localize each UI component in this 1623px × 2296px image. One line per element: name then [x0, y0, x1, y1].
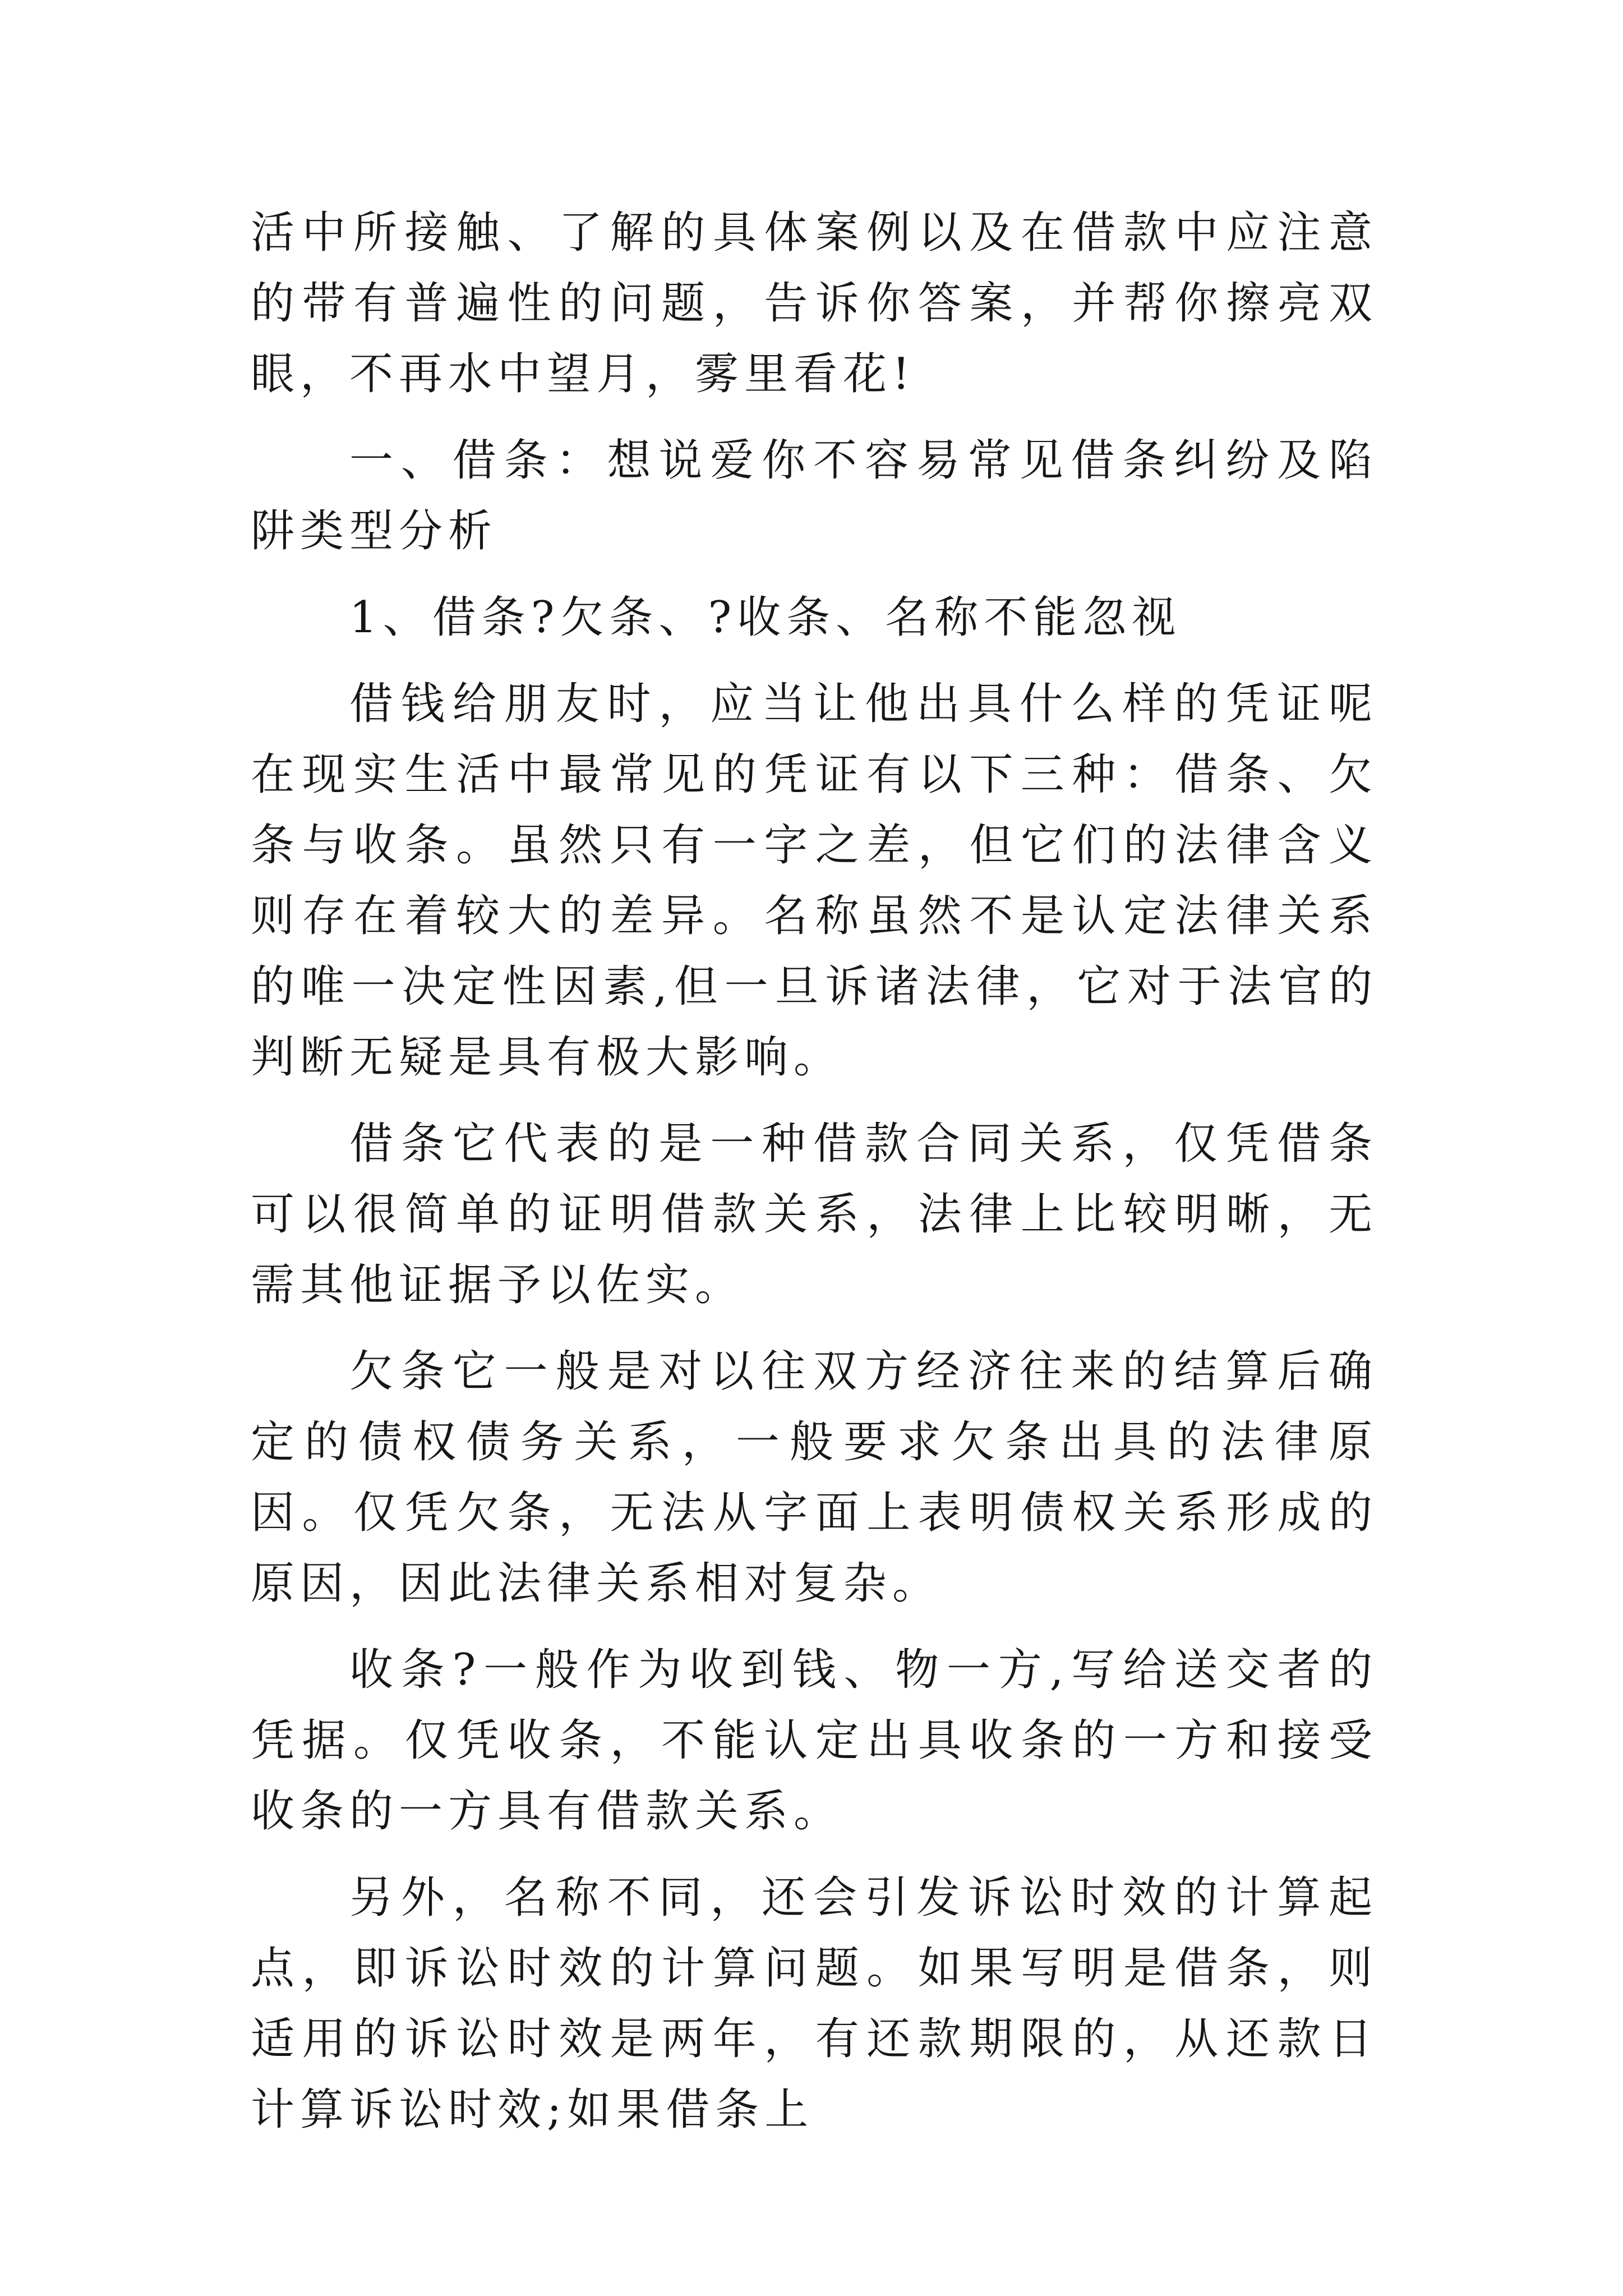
paragraph-jietiao: 借条它代表的是一种借款合同关系，仅凭借条可以很简单的证明借款关系，法律上比较明晰，无需其他证据予以佐实。: [251, 1119, 1378, 1310]
subsection-heading: 1、借条?欠条、?收条、名称不能忽视: [349, 592, 1182, 643]
document-body: [251, 197, 1378, 2145]
paragraph-intro-evidence: 借钱给朋友时，应当让他出具什么样的凭证呢在现实生活中最常见的凭证有以下三种：借条、欠条与收条。虽然只有一字之差，但它们的法律含义则存在着较大的差异。名称虽然不是认定法律关系的唯一决定性因素,但一旦诉诸法律，它对于法官的判断无疑是具有极大影响。: [251, 679, 1378, 1083]
paragraph-qiantiao: 欠条它一般是对以往双方经济往来的结算后确定的债权债务关系，一般要求欠条出具的法律原因。仅凭欠条，无法从字面上表明债权关系形成的原因，因此法律关系相对复杂。: [251, 1346, 1378, 1609]
paragraph-continuation: 活中所接触、了解的具体案例以及在借款中应注意的带有普遍性的问题，告诉你答案，并帮你擦亮双眼，不再水中望月，雾里看花!: [251, 208, 1378, 399]
paragraph-shoutiao: 收条?一般作为收到钱、物一方,写给送交者的凭据。仅凭收条，不能认定出具收条的一方和接受收条的一方具有借款关系。: [251, 1645, 1378, 1837]
paragraph-statute-limitation: 另外，名称不同，还会引发诉讼时效的计算起点，即诉讼时效的计算问题。如果写明是借条，则适用的诉讼时效是两年，有还款期限的，从还款日计算诉讼时效;如果借条上: [251, 1872, 1378, 2135]
section-heading: 一、借条：想说爱你不容易常见借条纠纷及陷阱类型分析: [251, 435, 1378, 556]
